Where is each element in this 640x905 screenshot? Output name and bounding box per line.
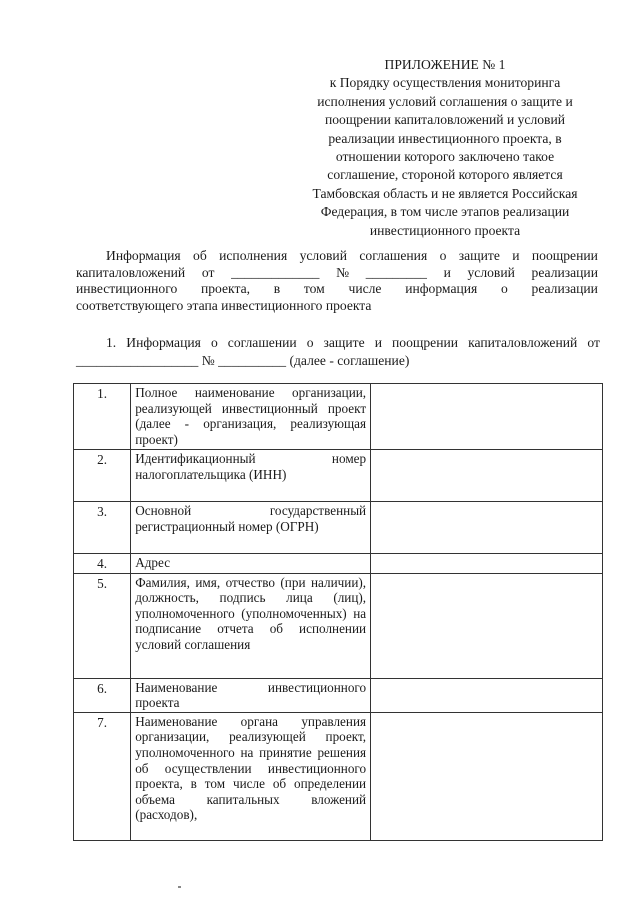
word: от: [201, 264, 215, 280]
number-blank: _________: [365, 264, 427, 280]
table-row: [74, 573, 603, 678]
row-label: Адрес: [131, 554, 371, 574]
appendix-line: к Порядку осуществления мониторинга: [329, 75, 561, 91]
date-blank: _____________: [231, 264, 320, 280]
table-row: [74, 678, 603, 712]
word: в: [273, 281, 281, 297]
word: о: [306, 335, 314, 350]
word: проекта,: [200, 281, 251, 297]
word: о: [210, 335, 218, 350]
row-number: 1.: [74, 384, 131, 450]
word: соглашения: [359, 248, 428, 263]
word: защите: [458, 248, 500, 263]
word: капиталовложений: [468, 335, 578, 350]
row-label: Основной государственный регистрационный номер (ОГРН): [131, 502, 371, 554]
row-value[interactable]: [371, 678, 603, 712]
word: о: [439, 248, 447, 263]
appendix-line: реализации инвестиционного проекта, в: [328, 130, 562, 146]
row-value[interactable]: [371, 384, 603, 450]
section-line-1: [76, 334, 600, 352]
scan-speck: [178, 886, 181, 888]
word: и: [443, 264, 451, 280]
section-line-2: __________________ № __________ (далее - соглашение): [76, 353, 410, 368]
word: соглашении: [227, 335, 297, 350]
table-row: [74, 502, 603, 554]
info-line-4: соответствующего этапа инвестиционного проекта: [76, 297, 372, 313]
row-label: Фамилия, имя, отчество (при наличии), должность, подпись лица (лиц), уполномоченного (уполномоченных) на подписание отчета об исполнении условий соглашения: [131, 573, 371, 678]
word: защите: [323, 335, 365, 350]
info-line-3: [76, 281, 598, 298]
word: 1.: [106, 335, 117, 350]
word: условий: [299, 248, 347, 263]
appendix-header: [285, 56, 605, 240]
table-row: [74, 712, 603, 840]
row-label: Наименование инвестиционного проекта: [131, 678, 371, 712]
appendix-line: инвестиционного проекта: [369, 222, 521, 238]
row-label: Полное наименование организации, реализующей инвестиционный проект (далее - организация, реализующая проект): [131, 384, 371, 450]
table-row: [74, 384, 603, 450]
row-label: Идентификационный номер налогоплательщика (ИНН): [131, 450, 371, 502]
table-row: [74, 554, 603, 574]
row-number: 4.: [74, 554, 131, 574]
word: поощрении: [531, 248, 598, 263]
word: капиталовложений: [76, 264, 186, 280]
appendix-line: Федерация, в том числе этапов реализации: [320, 204, 570, 220]
word: от: [587, 335, 600, 350]
word: числе: [348, 281, 382, 297]
word: инвестиционного: [76, 281, 178, 297]
row-number: 6.: [74, 678, 131, 712]
row-number: 3.: [74, 502, 131, 554]
word: и: [374, 335, 382, 350]
info-table: [73, 383, 603, 841]
word: №: [336, 264, 350, 280]
word: и: [512, 248, 520, 263]
row-number: 2.: [74, 450, 131, 502]
word: поощрении: [392, 335, 459, 350]
appendix-line: поощрении капиталовложений и условий: [324, 112, 566, 128]
word: условий: [467, 264, 515, 280]
row-value[interactable]: [371, 712, 603, 840]
appendix-line: соглашение, стороной которого является: [327, 167, 563, 183]
appendix-line: отношении которого заключено такое: [335, 149, 555, 165]
word: реализации: [531, 281, 598, 297]
row-value[interactable]: [371, 554, 603, 574]
word: информация: [405, 281, 478, 297]
row-value[interactable]: [371, 573, 603, 678]
info-heading: [76, 248, 598, 314]
word: реализации: [531, 264, 598, 280]
agreement-info-table: [73, 383, 603, 841]
word: исполнения: [219, 248, 288, 263]
word: об: [193, 248, 207, 263]
appendix-line: исполнения условий соглашения о защите и: [317, 93, 573, 109]
word: Информация: [106, 248, 181, 263]
row-value[interactable]: [371, 450, 603, 502]
word: Информация: [126, 335, 201, 350]
word: о: [501, 281, 508, 297]
info-line-2: [76, 265, 598, 282]
section-1-title: [76, 334, 600, 370]
row-number: 7.: [74, 712, 131, 840]
word: том: [303, 281, 325, 297]
row-value[interactable]: [371, 502, 603, 554]
appendix-line: Тамбовская область и не является Российская: [312, 185, 578, 201]
info-line-1: [76, 248, 598, 265]
row-label: Наименование органа управления организации, реализующей проект, уполномоченного на принятие решения об осуществлении инвестиционного проекта, в том числе об определении объема капитальных вложений (расходов),: [131, 712, 371, 840]
table-row: [74, 450, 603, 502]
row-number: 5.: [74, 573, 131, 678]
appendix-title: ПРИЛОЖЕНИЕ № 1: [384, 57, 506, 72]
